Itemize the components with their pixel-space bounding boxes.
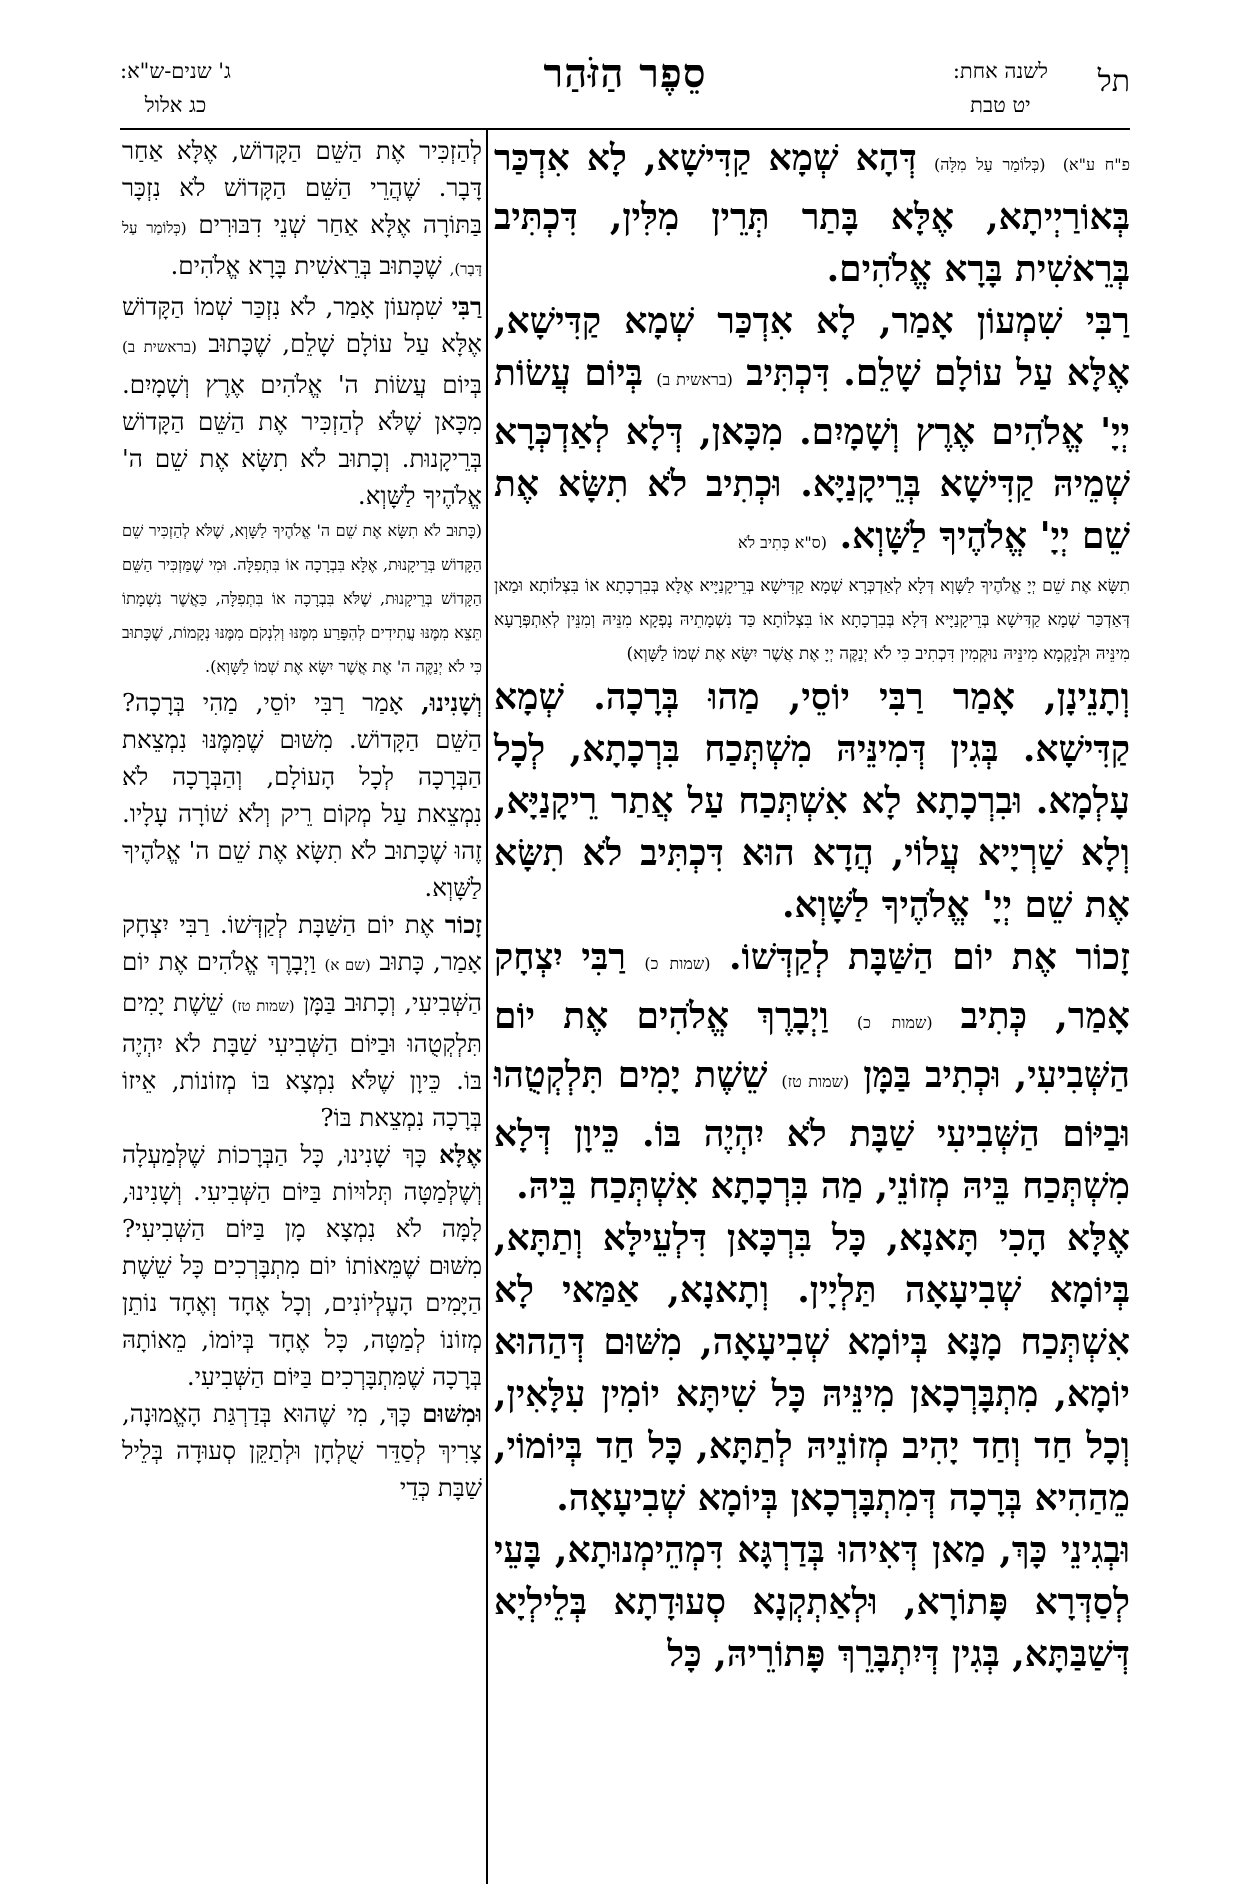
paragraph-text: דְּהָא שְׁמָא קַדִּישָׁא, לָא אִדְכַּר בְּאוֹרַיְיתָא, אֶלָּא בָּתַר תְּרֵין מִלִּין, דִּכְתִּיב בְּרֵאשִׁית בָּרָא אֱלֹהִים. <box>494 137 1130 290</box>
verse-ref: (שמות כ) <box>644 954 711 973</box>
page-number: תל <box>1097 64 1130 99</box>
translation-text: שִׁמְעוֹן אָמַר, לֹא נִזְכַּר שְׁמוֹ הַקָּדוֹשׁ אֶלָּא עַל עוֹלָם שָׁלֵם, שֶׁכָּתוּב <box>122 292 482 358</box>
schedule-label: ג' שנים-ש"א: <box>120 59 231 83</box>
paragraph: וּבְגִינֵי כָּךְ, מַאן דְּאִיהוּ בְּדַרְגָּא דִּמְהֵימְנוּתָא, בָּעֵי לְסַדְּרָא פָּתוֹרָא, וּלְאַתְקְנָא סְעוּדָתָא בְּלֵילְיָא דְּשַׁבַּתָּא, בְּגִין דְּיִתְבָּרֵךְ פָּתוֹרֵיהּ, כָּל <box>494 1529 1130 1675</box>
verse-ref: (שמות טז) <box>781 1072 850 1091</box>
paragraph-text: שֵׁשֶׁת יָמִים תִּלְקְטֻהוּ וּבַיּוֹם הַשְּׁבִיעִי שַׁבָּת לֹא יִהְיֶה בּוֹ. כֵּיוָן דְּלָא מִשְׁתְּכַח בֵּיהּ מְזוֹנֵי, מַה בִּרְכָתָא אִשְׁתְּכַח בֵּיהּ. <box>494 1054 1130 1207</box>
translation-paragraph <box>122 906 482 1136</box>
page-header <box>120 42 1130 128</box>
verse-ref: (שם א) <box>324 956 371 974</box>
translation-paragraph <box>122 1395 482 1506</box>
translation-text: שֶׁכָּתוּב בְּרֵאשִׁית בָּרָא אֱלֹהִים. <box>170 251 442 280</box>
translation-paragraph <box>122 288 482 514</box>
translation-text: כָּךְ שָׁנִינוּ, כָּל הַבְּרָכוֹת שֶׁלְּמַעְלָה וְשֶׁלְּמַטָּה תְּלוּיוֹת בַּיּוֹם הַשְּׁבִיעִי. וְשָׁנִינוּ, לָמָּה לֹא נִמְצָא מָן בַּיּוֹם הַשְּׁבִיעִי? מִשּׁוּם שֶׁמֵּאוֹתוֹ יוֹם מִתְבָּרְכִים כָּל שֵׁשֶׁת הַיָּמִים הָעֶלְיוֹנִים, וְכָל אֶחָד וְאֶחָד נוֹתֵן מְזוֹנוֹ לְמַטָּה, כָּל אֶחָד בְּיוֹמוֹ, מֵאוֹתָהּ בְּרָכָה שֶׁמִּתְבָּרְכִים בַּיּוֹם הַשְּׁבִיעִי. <box>122 1140 482 1391</box>
folio-ref: פ"ח ע"א) <box>1062 155 1130 174</box>
aramaic-column <box>494 132 1130 1884</box>
verse-ref: (שמות טז) <box>231 997 295 1015</box>
paragraph <box>494 931 1130 1212</box>
translation-paragraph <box>122 1136 482 1395</box>
lead-word: וּמִשּׁוּם <box>422 1399 482 1428</box>
translation-text: לְהַזְכִּיר אֶת הַשֵּׁם הַקָּדוֹשׁ, אֶלָּא אַחַר דָּבָר. שֶׁהֲרֵי הַשֵּׁם הַקָּדוֹשׁ לֹא נִזְכָּר בַּתּוֹרָה אֶלָּא אַחַר שְׁנֵי דִבּוּרִים <box>122 136 483 239</box>
lead-word: זָכוֹר <box>444 910 482 939</box>
gloss-note: (כְּלוֹמַר עַל דָּבָר), <box>122 219 482 278</box>
lead-word: וְשָׁנִינוּ, <box>421 688 482 717</box>
paragraph-text: בְּיוֹם עֲשׂוֹת יְיָ' אֱלֹהִים אֶרֶץ וְשָׁמָיִם. מִכָּאן, דְּלָא לְאַדְכְּרָא שְׁמֵיהּ קַדִּישָׁא בְּרֵיקָנַיָּא. וּכְתִיב לֹא תִשָּׂא אֶת שֵׁם יְיָ' אֱלֹהֶיךָ לַשָּׁוְא. <box>494 352 1130 557</box>
schedule-label: לשנה אחת: <box>952 59 1048 83</box>
verse-ref: (שמות כ) <box>856 1013 933 1032</box>
book-title: סֵפֶר הַזֹּהַר <box>543 50 707 97</box>
hebrew-translation-column <box>122 132 482 1884</box>
paragraph <box>494 132 1130 295</box>
translation-text: שֵׁשֶׁת יָמִים תִּלְקְטֻהוּ וּבַיּוֹם הַשְּׁבִיעִי שַׁבָּת לֹא יִהְיֶה בּוֹ. כֵּיוָן שֶׁלֹּא נִמְצָא בּוֹ מְזוֹנוֹת, אֵיזוֹ בְּרָכָה נִמְצֵאת בּוֹ? <box>122 988 482 1132</box>
lead-word: אֶלָּא <box>439 1140 482 1169</box>
variant-reading: תִשָּׂא אֶת שֵׁם יְיָ אֱלֹהֶיךָ לַשָּׁוְא דְּלָא לְאַדְכְּרָא שְׁמָא קַדִּישָׁא בְּרֵיקָנַיָּיא אֶלָּא בְּבִרְכָתָא אוֹ בִּצְלוֹתָא וּמַאן דְּאַדְכַּר שְׁמָא קַדִּישָׁא בְּרֵיקָנַיָּיא דְּלָא בְּבִרְכָתָא אוֹ בִּצְלוֹתָא כַּד נִשְׁמָתֵיהּ נָפְקָא מִנֵּיהּ וְמִנֵּין לְאִתְפְּרָעָא מִינֵּיהּ וּלְנַקְמָא מִינֵּיהּ נוּקְמִין דִּכְתִיב כִּי לֹא יְנַקֶּה יְיָ אֶת אֲשֶׁר יִשָּׂא אֶת שְׁמוֹ לַשָּׁוְא) <box>494 576 1130 664</box>
schedule-date: יט טבת <box>970 93 1031 117</box>
translation-paragraph <box>122 132 482 288</box>
variant-ref: (ס"א כְּתִיב לֹא <box>737 533 828 552</box>
variant-translation: (כָּתוּב לֹא תִשָּׂא אֶת שֵׁם ה' אֱלֹהֶיךָ לַשָּׁוְא, שֶׁלֹּא לְהַזְכִּיר שֵׁם הַקָּדוֹשׁ בְּרֵיקָנוּת, אֶלָּא בִּבְרָכָה אוֹ בִּתְפִלָּה. וּמִי שֶׁמַּזְכִּיר הַשֵּׁם הַקָּדוֹשׁ בְּרֵיקָנוּת, שֶׁלֹּא בִּבְרָכָה אוֹ בִּתְפִלָּה, כַּאֲשֶׁר נִשְׁמָתוֹ תֵּצֵא מִמֶּנּוּ עֲתִידִים לְהִפָּרַע מִמֶּנּוּ וְלִנְקֹם מִמֶּנּוּ נְקָמוֹת, שֶׁכָּתוּב כִּי לֹא יְנַקֶּה ה' אֶת אֲשֶׁר יִשָּׂא אֶת שְׁמוֹ לַשָּׁוְא). <box>122 521 482 676</box>
translation-text: כָּךְ, מִי שֶׁהוּא בְּדַרְגַּת הָאֱמוּנָה, צָרִיךְ לְסַדֵּר שֻׁלְחָן וּלְתַקֵּן סְעוּדָה בְּלֵיל שַׁבָּת כְּדֵי <box>122 1399 482 1502</box>
translation-text: וַיְבָרֶךְ אֱלֹהִים אֶת יוֹם הַשְּׁבִיעִי, וְכָתוּב בַּמָּן <box>122 947 482 1017</box>
translation-paragraph <box>122 684 482 906</box>
lead-word: רַבִּי <box>451 292 482 321</box>
schedule-date: כג אלול <box>144 93 207 117</box>
translation-text: אֶת יוֹם הַשַּׁבָּת לְקַדְּשׁוֹ. רַבִּי יִצְחָק אָמַר, כָּתוּב <box>122 910 482 976</box>
paragraph-text: זָכוֹר אֶת יוֹם הַשַּׁבָּת לְקַדְּשׁוֹ. <box>729 936 1130 978</box>
translation-text: בְּיוֹם עֲשׂוֹת ה' אֱלֹהִים אֶרֶץ וְשָׁמָיִם. מִכָּאן שֶׁלֹּא לְהַזְכִּיר אֶת הַשֵּׁם הַקָּדוֹשׁ בְּרֵיקָנוּת. וְכָתוּב לֹא תִשָּׂא אֶת שֵׁם ה' אֱלֹהֶיךָ לַשָּׁוְא. <box>122 370 482 510</box>
verse-ref: (בראשית ב) <box>122 338 197 356</box>
column-divider <box>486 128 488 1884</box>
gloss-note: (כְּלוֹמַר עַל מִלָּה) <box>934 155 1046 174</box>
paragraph: אֶלָּא הָכִי תָּאנָא, כָּל בִּרְכָּאן דִּלְעֵילָּא וְתַתָּא, בְּיוֹמָא שְׁבִיעָאָה תַּלְיָין. וְתָאנָא, אַמַּאי לָא אִשְׁתְּכַח מָנָּא בְּיוֹמָא שְׁבִיעָאָה, מִשּׁוּם דְּהַהוּא יוֹמָא, מִתְבָּרְכָאן מִינֵּיהּ כָּל שִׁיתָּא יוֹמִין עִלָּאִין, וְכָל חַד וְחַד יָהִיב מְזוֹנֵיהּ לְתַתָּא, כָּל חַד בְּיוֹמוֹי, מֵהַהִיא בְּרָכָה דְּמִתְבָּרְכָאן בְּיוֹמָא שְׁבִיעָאָה. <box>494 1217 1130 1519</box>
paragraph-text: רַבִּי יִצְחָק אָמַר, כְּתִיב <box>494 936 1130 1037</box>
paragraph-text: וַיְבָרֶךְ אֱלֹהִים אֶת יוֹם הַשְּׁבִיעִי, וּכְתִיב בַּמָּן <box>494 995 1130 1096</box>
paragraph <box>494 295 1130 569</box>
translation-text: אָמַר רַבִּי יוֹסֵי, מַהִי בְּרָכָה? הַשֵּׁם הַקָּדוֹשׁ. מִשּׁוּם שֶׁמִּמֶּנּוּ נִמְצֵאת הַבְּרָכָה לְכָל הָעוֹלָם, וְהַבְּרָכָה לֹא נִמְצֵאת עַל מְקוֹם רֵיק וְלֹא שׁוֹרָה עָלָיו. זֶהוּ שֶׁכָּתוּב לֹא תִשָּׂא אֶת שֵׁם ה' אֱלֹהֶיךָ לַשָּׁוְא. <box>122 688 482 902</box>
reading-schedule-three-year <box>120 54 231 122</box>
paragraph: וְתָנֵינָן, אָמַר רַבִּי יוֹסֵי, מַהוּ בְּרָכָה. שְׁמָא קַדִּישָׁא. בְּגִין דְּמִינֵּיהּ מִשְׁתְּכַח בִּרְכָתָא, לְכָל עָלְמָא. וּבִרְכָתָא לָא אִשְׁתְּכַח עַל אֲתַר רֵיקָנַיָּא, וְלָא שַׁרְיָיא עֲלוֹי, הֲדָא הוּא דִּכְתִּיב לֹא תִשָּׂא אֶת שֵׁם יְיָ' אֱלֹהֶיךָ לַשָּׁוְא. <box>494 676 1130 926</box>
paragraph-text: רַבִּי שִׁמְעוֹן אָמַר, לָא אִדְכַּר שְׁמָא קַדִּישָׁא, אֶלָּא עַל עוֹלָם שָׁלֵם. דִּכְתִּיב <box>494 300 1130 394</box>
verse-ref: (בראשית ב) <box>656 370 733 389</box>
header-divider <box>120 128 1130 130</box>
